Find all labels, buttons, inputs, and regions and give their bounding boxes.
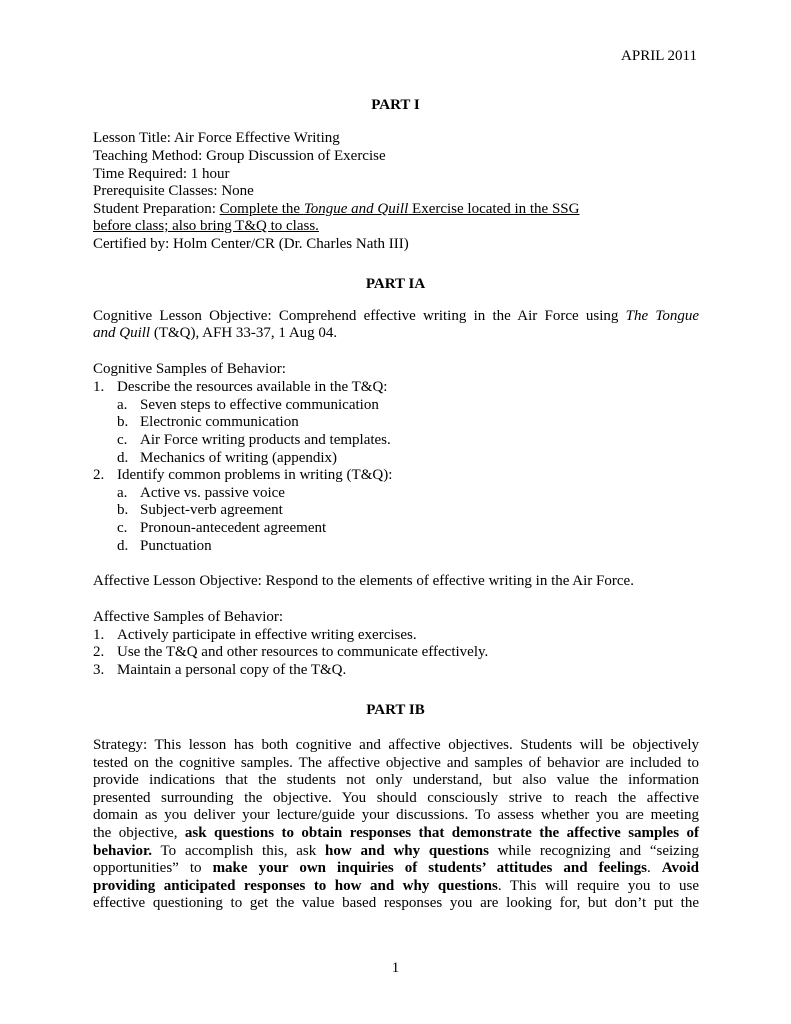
- prerequisite-classes: Prerequisite Classes: None: [93, 183, 254, 199]
- student-preparation-label: Student Preparation:: [93, 201, 220, 217]
- sub-item: Punctuation: [140, 538, 212, 554]
- certified-by: Certified by: Holm Center/CR (Dr. Charles Nath III): [93, 236, 409, 252]
- strategy-line-4: presented surrounding the objective. You should consciously strive to reach the affective: [93, 790, 699, 806]
- sub-item-letter: c.: [117, 432, 128, 448]
- student-preparation-text: Complete the Tongue and Quill Exercise located in the SSG: [219, 201, 580, 217]
- sub-item-letter: a.: [117, 485, 128, 501]
- list-item: Actively participate in effective writing exercises.: [117, 627, 417, 643]
- strategy-line-1: Strategy: This lesson has both cognitive and affective objectives. Students will be objectively: [93, 737, 699, 753]
- lesson-title: Lesson Title: Air Force Effective Writing: [93, 130, 340, 146]
- list-item-number: 3.: [93, 662, 105, 678]
- sub-item-letter: d.: [117, 450, 129, 466]
- strategy-line-7: behavior. To accomplish this, ask how and why questions while recognizing and “seizing: [93, 843, 699, 859]
- list-item-number: 1.: [93, 627, 105, 643]
- sub-item: Active vs. passive voice: [140, 485, 285, 501]
- cognitive-lesson-objective-line-2: and Quill (T&Q), AFH 33-37, 1 Aug 04.: [93, 325, 338, 341]
- cognitive-lesson-objective: Cognitive Lesson Objective: Comprehend effective writing in the Air Force using The Tongue: [93, 308, 700, 324]
- part-1-heading: PART I: [371, 97, 420, 113]
- sub-item: Subject-verb agreement: [140, 502, 283, 518]
- affective-samples-title: Affective Samples of Behavior:: [93, 609, 284, 625]
- list-item: Maintain a personal copy of the T&Q.: [117, 662, 347, 678]
- list-item: Describe the resources available in the T&Q:: [117, 379, 388, 395]
- strategy-line-6: the objective, ask questions to obtain responses that demonstrate the affective samples of: [93, 825, 699, 841]
- time-required: Time Required: 1 hour: [93, 166, 230, 182]
- strategy-line-3: provide indications that the students not only understand, but also value the information: [93, 772, 699, 788]
- sub-item-letter: c.: [117, 520, 128, 536]
- sub-item-letter: a.: [117, 397, 128, 413]
- strategy-line-10: effective questioning to get the value based responses you are looking for, but don’t put the: [93, 895, 699, 911]
- sub-item-letter: b.: [117, 502, 129, 518]
- part-1a-heading: PART IA: [365, 276, 426, 292]
- strategy-line-8: opportunities” to make your own inquiries of students’ attitudes and feelings. Avoid: [93, 860, 700, 876]
- list-item-number: 1.: [93, 379, 105, 395]
- list-item-number: 2.: [93, 644, 105, 660]
- document-date: APRIL 2011: [621, 48, 697, 64]
- sub-item-letter: d.: [117, 538, 129, 554]
- student-preparation: [93, 201, 580, 219]
- student-preparation-line-2: before class; also bring T&Q to class.: [93, 218, 319, 234]
- affective-lesson-objective: Affective Lesson Objective: Respond to the elements of effective writing in the Air Force.: [93, 573, 634, 589]
- sub-item: Air Force writing products and templates.: [140, 432, 391, 448]
- list-item-number: 2.: [93, 467, 105, 483]
- list-item: Identify common problems in writing (T&Q):: [117, 467, 393, 483]
- sub-item: Mechanics of writing (appendix): [140, 450, 338, 466]
- strategy-line-9: providing anticipated responses to how and why questions. This will require you to use: [93, 878, 699, 894]
- list-item: Use the T&Q and other resources to communicate effectively.: [117, 644, 489, 660]
- strategy-line-5: domain as you deliver your lecture/guide your discussions. To assess whether you are meeting: [93, 807, 699, 823]
- sub-item-letter: b.: [117, 414, 129, 430]
- sub-item: Seven steps to effective communication: [140, 397, 379, 413]
- strategy-line-2: tested on the cognitive samples. The affective objective and samples of behavior are included to: [93, 755, 699, 771]
- page-number: 1: [391, 960, 400, 976]
- cognitive-samples-title: Cognitive Samples of Behavior:: [93, 361, 286, 377]
- sub-item: Pronoun-antecedent agreement: [140, 520, 327, 536]
- teaching-method: Teaching Method: Group Discussion of Exercise: [93, 148, 386, 164]
- part-1b-heading: PART IB: [366, 702, 425, 718]
- sub-item: Electronic communication: [140, 414, 299, 430]
